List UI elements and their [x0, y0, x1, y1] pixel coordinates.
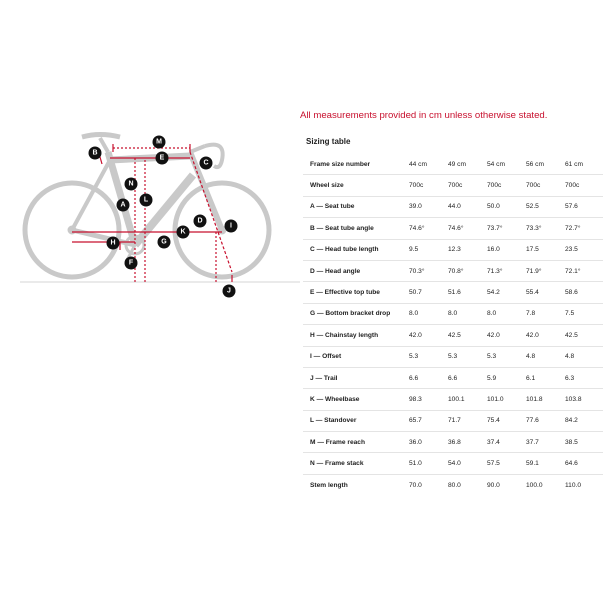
row-value: 57.5 [486, 453, 525, 474]
badge-K [177, 226, 190, 239]
sizing-table-title: Sizing table [306, 137, 351, 146]
svg-text:D: D [197, 217, 203, 225]
row-value: 74.6° [447, 218, 486, 239]
row-label: J — Trail [303, 367, 408, 388]
row-label: K — Wheelbase [303, 389, 408, 410]
badge-J [223, 285, 236, 298]
measurement-note: All measurements provided in cm unless otherwise stated. [300, 110, 548, 121]
row-value: 700c [447, 175, 486, 196]
row-value: 51.0 [408, 453, 447, 474]
row-value: 6.3 [564, 367, 603, 388]
header-size: 49 cm [447, 154, 486, 175]
svg-text:M: M [156, 138, 162, 146]
row-value: 72.7° [564, 218, 603, 239]
row-value: 700c [525, 175, 564, 196]
row-value: 59.1 [525, 453, 564, 474]
row-value: 9.5 [408, 239, 447, 260]
badge-E [156, 152, 169, 165]
row-value: 57.6 [564, 196, 603, 217]
table-row [303, 196, 603, 217]
row-value: 90.0 [487, 481, 500, 489]
svg-text:N: N [128, 180, 134, 188]
table-row [303, 389, 603, 410]
svg-text:G: G [161, 238, 167, 246]
table-row [303, 432, 603, 453]
row-value: 17.5 [525, 239, 564, 260]
badge-L [140, 194, 153, 207]
badge-H [107, 237, 120, 250]
row-value: 64.6 [564, 453, 603, 474]
row-value: 700c [408, 175, 447, 196]
svg-text:I: I [230, 222, 232, 230]
table-row [303, 260, 603, 281]
badge-C [200, 157, 213, 170]
header-size: 61 cm [564, 154, 603, 175]
row-value: 7.8 [525, 303, 564, 324]
svg-text:K: K [180, 228, 186, 236]
row-value: 100.1 [447, 389, 486, 410]
row-value: 42.0 [525, 325, 564, 346]
row-value: 8.0 [486, 303, 525, 324]
row-value: 42.5 [564, 325, 603, 346]
row-value: 12.3 [447, 239, 486, 260]
svg-text:H: H [110, 239, 116, 247]
row-value: 70.0 [409, 481, 422, 489]
row-value: 4.8 [564, 346, 603, 367]
row-value: 16.0 [486, 239, 525, 260]
row-value: 71.3° [486, 260, 525, 281]
row-value: 36.0 [408, 432, 447, 453]
row-value: 70.8° [447, 260, 486, 281]
row-value: 103.8 [564, 389, 603, 410]
row-value: 71.9° [525, 260, 564, 281]
row-value: 42.0 [486, 325, 525, 346]
row-value: 6.6 [447, 367, 486, 388]
row-value: 100.0 [526, 481, 543, 489]
row-label: L — Standover [303, 410, 408, 431]
row-value: 98.3 [408, 389, 447, 410]
row-value: 8.0 [447, 303, 486, 324]
row-value: 5.3 [408, 346, 447, 367]
row-value: 50.0 [486, 196, 525, 217]
row-value: 54.0 [447, 453, 486, 474]
table-row [303, 410, 603, 431]
row-label: N — Frame stack [303, 453, 408, 474]
row-value: 101.0 [486, 389, 525, 410]
row-value: 37.4 [486, 432, 525, 453]
row-value: 4.8 [525, 346, 564, 367]
row-value: 36.8 [447, 432, 486, 453]
header-size: 56 cm [525, 154, 564, 175]
row-label: C — Head tube length [303, 239, 408, 260]
row-label: I — Offset [303, 346, 408, 367]
row-value: 72.1° [564, 260, 603, 281]
svg-text:E: E [159, 154, 165, 162]
table-row [303, 282, 603, 303]
row-value: 23.5 [564, 239, 603, 260]
row-value: 37.7 [525, 432, 564, 453]
row-value: 50.7 [408, 282, 447, 303]
row-value: 58.6 [564, 282, 603, 303]
row-value: 74.6° [408, 218, 447, 239]
row-value: 73.7° [486, 218, 525, 239]
table-row [303, 239, 603, 260]
badge-I [225, 220, 238, 233]
table-row [303, 303, 603, 324]
table-row [303, 367, 603, 388]
badge-F [125, 257, 138, 270]
badge-A [117, 199, 130, 212]
row-label: M — Frame reach [303, 432, 408, 453]
row-value: 70.3° [408, 260, 447, 281]
table-row [303, 175, 603, 196]
row-value: 84.2 [564, 410, 603, 431]
row-value: 77.6 [525, 410, 564, 431]
row-value: 38.5 [564, 432, 603, 453]
row-value: 44.0 [447, 196, 486, 217]
badge-D [194, 215, 207, 228]
svg-text:F: F [128, 259, 134, 267]
row-label: B — Seat tube angle [303, 218, 408, 239]
badge-M [153, 136, 166, 149]
row-value: 73.3° [525, 218, 564, 239]
svg-text:J: J [227, 287, 231, 295]
row-value: 101.8 [525, 389, 564, 410]
row-label: H — Chainstay length [303, 325, 408, 346]
table-row [303, 474, 603, 495]
row-label: D — Head angle [303, 260, 408, 281]
row-label: E — Effective top tube [303, 282, 408, 303]
row-value: 52.5 [525, 196, 564, 217]
row-label: Wheel size [303, 175, 408, 196]
row-value: 700c [486, 175, 525, 196]
table-row [303, 325, 603, 346]
row-value: 6.6 [408, 367, 447, 388]
badge-N [125, 178, 138, 191]
svg-text:L: L [143, 196, 149, 204]
table-header-row [303, 154, 603, 175]
header-size: 54 cm [486, 154, 525, 175]
row-value: 54.2 [486, 282, 525, 303]
row-value: 71.7 [447, 410, 486, 431]
row-value: 6.1 [525, 367, 564, 388]
row-value: 65.7 [408, 410, 447, 431]
row-value: 5.3 [486, 346, 525, 367]
header-size: 44 cm [408, 154, 447, 175]
row-value: 39.0 [408, 196, 447, 217]
badge-G [158, 236, 171, 249]
row-value: 5.9 [486, 367, 525, 388]
svg-text:C: C [203, 159, 209, 167]
row-value: 42.5 [447, 325, 486, 346]
row-value: 8.0 [408, 303, 447, 324]
row-label: G — Bottom bracket drop [303, 303, 408, 324]
svg-text:A: A [120, 201, 126, 209]
row-value: 55.4 [525, 282, 564, 303]
table-row [303, 218, 603, 239]
svg-text:B: B [92, 149, 98, 157]
badge-B [89, 147, 102, 160]
row-value: 110.0 [565, 481, 582, 489]
table-row [303, 453, 603, 474]
header-label: Frame size number [303, 154, 408, 175]
row-value: 80.0 [448, 481, 461, 489]
row-label: A — Seat tube [303, 196, 408, 217]
row-value: 75.4 [486, 410, 525, 431]
row-value: 700c [564, 175, 603, 196]
row-value: 51.6 [447, 282, 486, 303]
row-value: 7.5 [564, 303, 603, 324]
row-label: Stem length [310, 481, 348, 489]
row-value: 5.3 [447, 346, 486, 367]
row-value: 42.0 [408, 325, 447, 346]
table-row [303, 346, 603, 367]
sizing-table [303, 154, 603, 495]
